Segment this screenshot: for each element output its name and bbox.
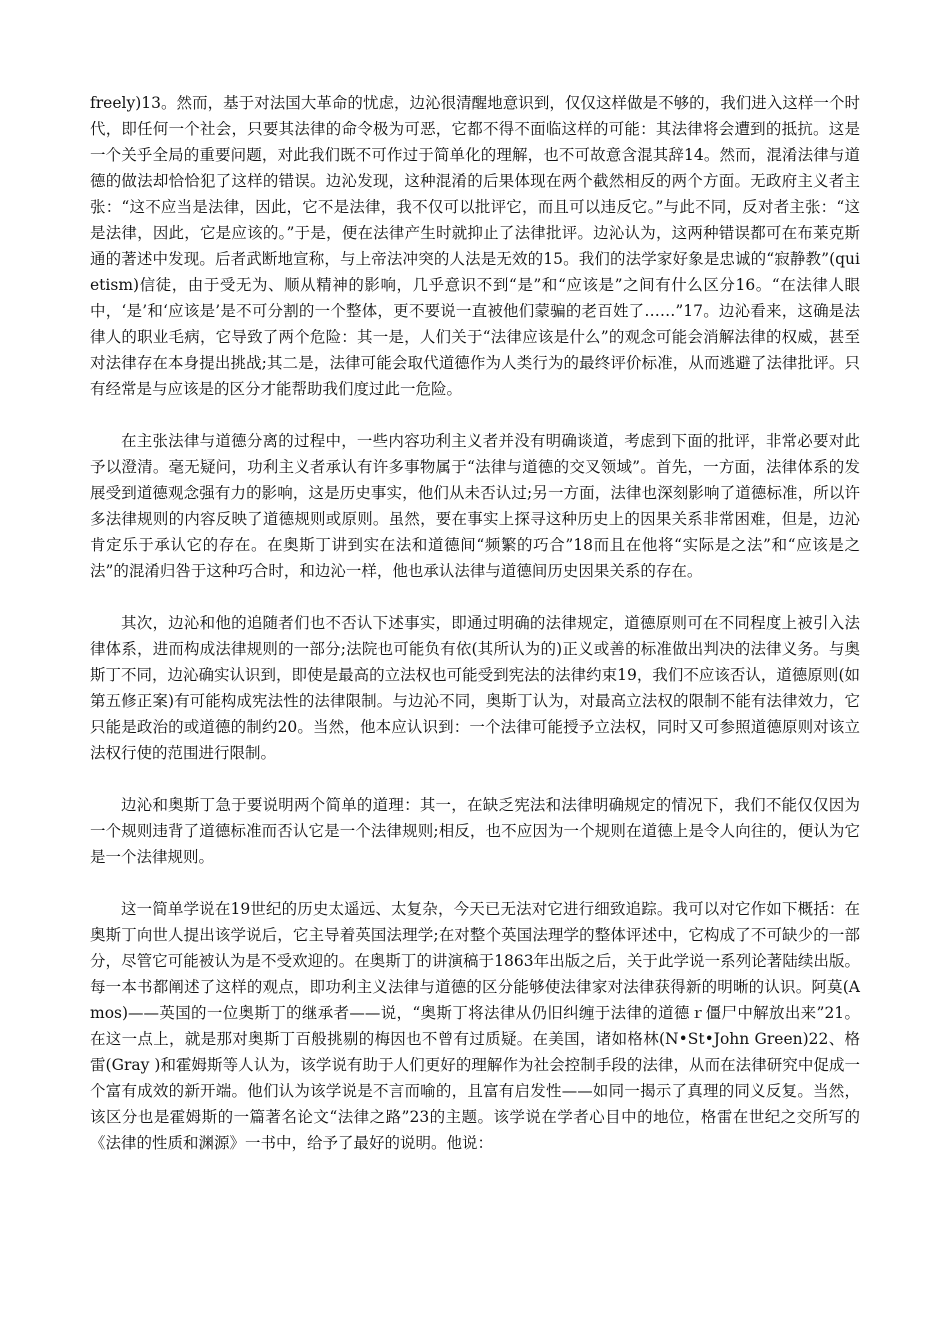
paragraph-1: freely)13。然而，基于对法国大革命的忧虑，边沁很清醒地意识到，仅仅这样做是不够的，我们进入这样一个时代，即任何一个社会，只要其法律的命令极为可恶，它都不得不面临这样的可能：其法律将会遭到的抵抗。这是一个关乎全局的重要问题，对此我们既不可作过于简单化的理解，也不可故意含混其辞14。然而，混淆法律与道德的做法却恰恰犯了这样的错误。边沁发现，这种混淆的后果体现在两个截然相反的两个方面。无政府主义者主张：“这不应当是法律，因此，它不是法律，我不仅可以批评它，而且可以违反它。”与此不同，反对者主张：“这是法律，因此，它是应该的。”于是，便在法律产生时就抑止了法律批评。边沁认为，这两种错误都可在布莱克斯通的著述中发现。后者武断地宣称，与上帝法冲突的人法是无效的15。我们的法学家好象是忠诚的“寂静教”(quietism)信徒，由于受无为、顺从精神的影响，几乎意识不到“是”和“应该是”之间有什么区分16。“在法律人眼中，‘是’和‘应该是’是不可分割的一个整体，更不要说一直被他们蒙骗的老百姓了……”17。边沁看来，这确是法律人的职业毛病，它导致了两个危险：其一是，人们关于“法律应该是什么”的观念可能会消解法律的权威，甚至对法律存在本身提出挑战;其二是，法律可能会取代道德作为人类行为的最终评价标准，从而逃避了法律批评。只有经常是与应该是的区分才能帮助我们度过此一危险。 bbox=[90, 94, 860, 398]
document-page bbox=[90, 90, 860, 1182]
paragraph-3: 其次，边沁和他的追随者们也不否认下述事实，即通过明确的法律规定，道德原则可在不同程度上被引入法律体系，进而构成法律规则的一部分;法院也可能负有依(其所认为的)正义或善的标准做出判决的法律义务。与奥斯丁不同，边沁确实认识到，即使是最高的立法权也可能受到宪法的法律约束19，我们不应该否认，道德原则(如第五修正案)有可能构成宪法性的法律限制。与边沁不同，奥斯丁认为，对最高立法权的限制不能有法律效力，它只能是政治的或道德的制约20。当然，他本应认识到：一个法律可能授予立法权，同时又可参照道德原则对该立法权行使的范围进行限制。 bbox=[90, 614, 860, 762]
paragraph-5: 这一简单学说在19世纪的历史太遥远、太复杂，今天已无法对它进行细致追踪。我可以对它作如下概括：在奥斯丁向世人提出该学说后，它主导着英国法理学;在对整个英国法理学的整体评述中，它构成了不可缺少的一部分，尽管它可能被认为是不受欢迎的。在奥斯丁的讲演稿于1863年出版之后，关于此学说一系列论著陆续出版。每一本书都阐述了这样的观点，即功利主义法律与道德的区分能够使法律家对法律获得新的明晰的认识。阿莫(Amos)——英国的一位奥斯丁的继承者——说，“奥斯丁将法律从仍旧纠缠于法律的道德ｒ僵尸中解放出来”21。在这一点上，就是那对奥斯丁百般挑剔的梅因也不曾有过质疑。在美国，诸如格林(N•St•John Green)22、格雷(Gray )和霍姆斯等人认为，该学说有助于人们更好的理解作为社会控制手段的法律，从而在法律研究中促成一个富有成效的新开端。他们认为该学说是不言而喻的，且富有启发性——如同一揭示了真理的同义反复。当然，该区分也是霍姆斯的一篇著名论文“法律之路”23的主题。该学说在学者心目中的地位，格雷在世纪之交所写的《法律的性质和渊源》一书中，给予了最好的说明。他说： bbox=[90, 900, 860, 1152]
paragraph-2: 在主张法律与道德分离的过程中，一些内容功利主义者并没有明确谈道，考虑到下面的批评，非常必要对此予以澄清。毫无疑问，功利主义者承认有许多事物属于“法律与道德的交叉领域”。首先，一方面，法律体系的发展受到道德观念强有力的影响，这是历史事实，他们从未否认过;另一方面，法律也深刻影响了道德标准，所以许多法律规则的内容反映了道德规则或原则。虽然，要在事实上探寻这种历史上的因果关系非常困难，但是，边沁肯定乐于承认它的存在。在奥斯丁讲到实在法和道德间“频繁的巧合”18而且在他将“实际是之法”和“应该是之法”的混淆归咎于这种巧合时，和边沁一样，他也承认法律与道德间历史因果关系的存在。 bbox=[90, 432, 860, 580]
paragraph-4: 边沁和奥斯丁急于要说明两个简单的道理：其一，在缺乏宪法和法律明确规定的情况下，我们不能仅仅因为一个规则违背了道德标准而否认它是一个法律规则;相反，也不应因为一个规则在道德上是令人向往的，便认为它是一个法律规则。 bbox=[90, 796, 860, 866]
